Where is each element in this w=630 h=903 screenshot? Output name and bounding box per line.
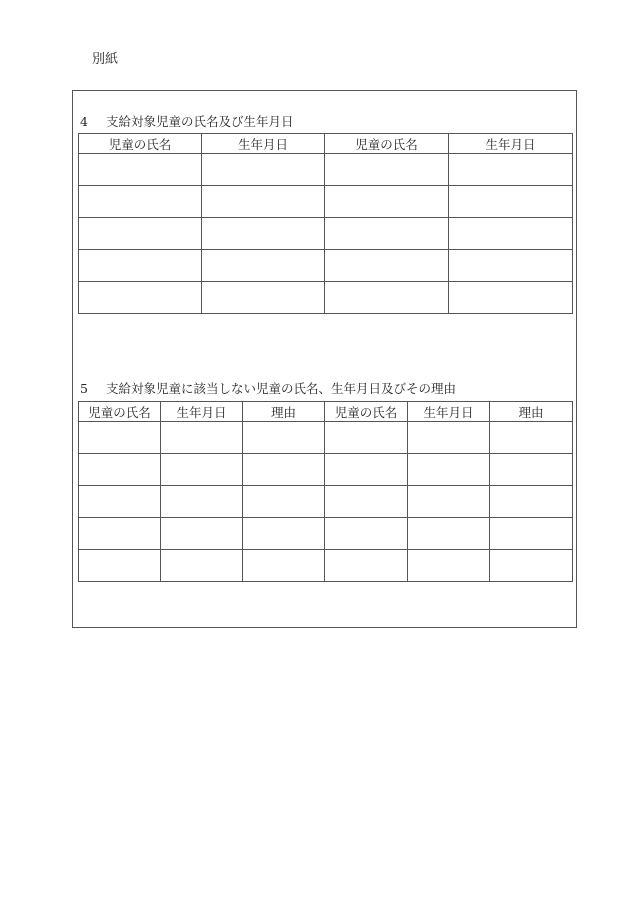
table-row: [79, 518, 573, 550]
child-name-cell[interactable]: [79, 550, 161, 582]
birthdate-cell[interactable]: [449, 186, 573, 218]
reason-cell[interactable]: [243, 486, 325, 518]
child-name-cell[interactable]: [79, 454, 161, 486]
column-header-child-name: 児童の氏名: [79, 134, 202, 154]
section4-title: [80, 114, 294, 130]
birthdate-cell[interactable]: [408, 422, 490, 454]
table-row: [79, 250, 573, 282]
child-name-cell[interactable]: [325, 422, 408, 454]
birthdate-cell[interactable]: [408, 454, 490, 486]
birthdate-cell[interactable]: [202, 218, 325, 250]
reason-cell[interactable]: [243, 550, 325, 582]
child-name-cell[interactable]: [325, 486, 408, 518]
birthdate-cell[interactable]: [449, 218, 573, 250]
section4-table: [78, 133, 573, 314]
column-header-birthdate: 生年月日: [449, 134, 573, 154]
reason-cell[interactable]: [243, 454, 325, 486]
child-name-cell[interactable]: [79, 186, 202, 218]
child-name-cell[interactable]: [79, 250, 202, 282]
column-header-child-name: 児童の氏名: [79, 402, 161, 422]
reason-cell[interactable]: [490, 518, 573, 550]
table-row: [79, 154, 573, 186]
table-header-row: [79, 402, 573, 422]
child-name-cell[interactable]: [79, 154, 202, 186]
child-name-cell[interactable]: [325, 250, 449, 282]
child-name-cell[interactable]: [325, 218, 449, 250]
birthdate-cell[interactable]: [202, 282, 325, 314]
table-row: [79, 282, 573, 314]
child-name-cell[interactable]: [325, 186, 449, 218]
section5-table: [78, 401, 573, 582]
birthdate-cell[interactable]: [449, 282, 573, 314]
reason-cell[interactable]: [490, 486, 573, 518]
table-row: [79, 218, 573, 250]
child-name-cell[interactable]: [79, 486, 161, 518]
birthdate-cell[interactable]: [449, 250, 573, 282]
birthdate-cell[interactable]: [161, 454, 243, 486]
birthdate-cell[interactable]: [202, 186, 325, 218]
child-name-cell[interactable]: [325, 550, 408, 582]
column-header-birthdate: 生年月日: [202, 134, 325, 154]
child-name-cell[interactable]: [79, 218, 202, 250]
column-header-child-name: 児童の氏名: [325, 402, 408, 422]
section4-title-text: 支給対象児童の氏名及び生年月日: [106, 114, 294, 129]
table-header-row: [79, 134, 573, 154]
section4-number: 4: [80, 114, 88, 129]
birthdate-cell[interactable]: [202, 250, 325, 282]
birthdate-cell[interactable]: [408, 518, 490, 550]
column-header-birthdate: 生年月日: [161, 402, 243, 422]
table-row: [79, 486, 573, 518]
birthdate-cell[interactable]: [202, 154, 325, 186]
birthdate-cell[interactable]: [408, 486, 490, 518]
reason-cell[interactable]: [490, 454, 573, 486]
birthdate-cell[interactable]: [161, 518, 243, 550]
birthdate-cell[interactable]: [161, 422, 243, 454]
section5-title: [80, 381, 456, 397]
child-name-cell[interactable]: [79, 422, 161, 454]
table-row: [79, 550, 573, 582]
section5-title-text: 支給対象児童に該当しない児童の氏名、生年月日及びその理由: [106, 381, 457, 396]
reason-cell[interactable]: [490, 422, 573, 454]
column-header-reason: 理由: [490, 402, 573, 422]
table-row: [79, 454, 573, 486]
reason-cell[interactable]: [490, 550, 573, 582]
reason-cell[interactable]: [243, 518, 325, 550]
column-header-child-name: 児童の氏名: [325, 134, 449, 154]
column-header-birthdate: 生年月日: [408, 402, 490, 422]
child-name-cell[interactable]: [325, 282, 449, 314]
table-row: [79, 422, 573, 454]
table-row: [79, 186, 573, 218]
attachment-label: 別紙: [92, 52, 119, 67]
birthdate-cell[interactable]: [408, 550, 490, 582]
column-header-reason: 理由: [243, 402, 325, 422]
birthdate-cell[interactable]: [161, 550, 243, 582]
child-name-cell[interactable]: [325, 454, 408, 486]
child-name-cell[interactable]: [325, 518, 408, 550]
birthdate-cell[interactable]: [161, 486, 243, 518]
child-name-cell[interactable]: [325, 154, 449, 186]
reason-cell[interactable]: [243, 422, 325, 454]
child-name-cell[interactable]: [79, 282, 202, 314]
section5-number: 5: [80, 381, 88, 396]
child-name-cell[interactable]: [79, 518, 161, 550]
birthdate-cell[interactable]: [449, 154, 573, 186]
